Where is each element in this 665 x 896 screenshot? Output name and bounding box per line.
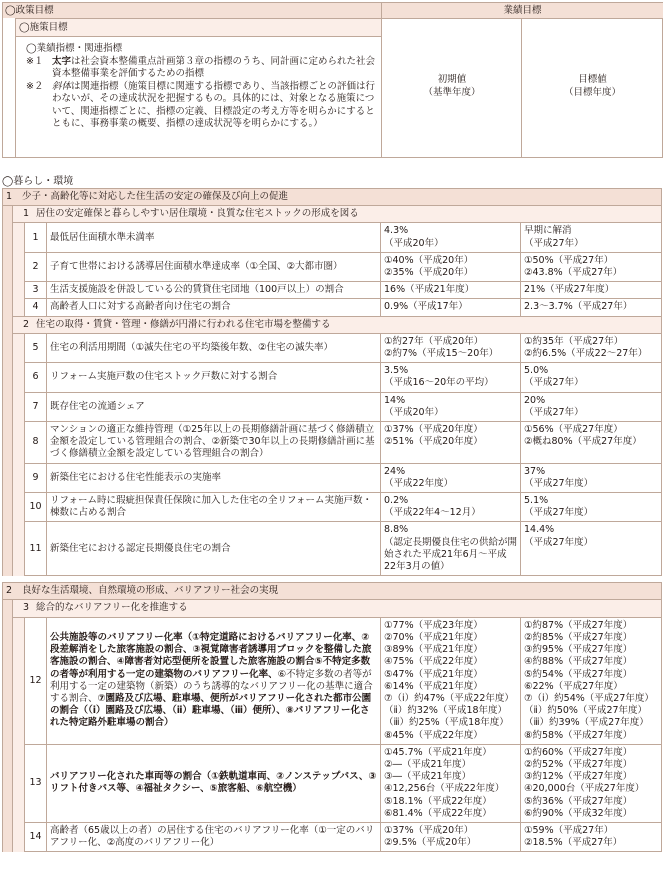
note-1 bbox=[26, 56, 377, 81]
initial-value: 4.3% （平成20年） bbox=[381, 223, 521, 252]
indicator-name: リフォーム時に瑕疵担保責任保険に加入した住宅の全リフォーム実施戸数・棟数に占める割合 bbox=[47, 493, 381, 522]
indicator-name bbox=[47, 617, 381, 744]
subgroup-title bbox=[13, 206, 662, 223]
indicator-name: 高齢者（65歳以上の者）の居住する住宅のバリアフリー化率（①一定のバリアフリー化、②高度のバリアフリー化） bbox=[47, 822, 381, 851]
subgroup-title bbox=[13, 316, 662, 333]
section-title: ◯暮らし・環境 bbox=[2, 176, 74, 187]
target-value: 2.3～3.7%（平成27年） bbox=[521, 299, 662, 316]
indicator-name: 新築住宅における住宅性能表示の実施率 bbox=[47, 463, 381, 492]
indicator-number: 7 bbox=[25, 392, 47, 421]
indicator-number: 8 bbox=[25, 422, 47, 464]
subgroup-title-text: 住宅の取得・賃貸・管理・修繕が円滑に行われる住宅市場を整備する bbox=[36, 318, 331, 330]
initial-value: 24% （平成22年度） bbox=[381, 463, 521, 492]
group-number: 2 bbox=[6, 585, 13, 597]
indicator-name: 新築住宅における認定長期優良住宅の割合 bbox=[47, 522, 381, 576]
initial-value: 16%（平成21年度） bbox=[381, 282, 521, 299]
initial-value-header: 初期値 （基準年度） bbox=[423, 74, 481, 98]
initial-value: 0.9%（平成17年） bbox=[381, 299, 521, 316]
indicator-row bbox=[3, 522, 662, 576]
legend-box bbox=[2, 2, 663, 158]
indicator-row bbox=[3, 392, 662, 421]
indicator-name: マンションの適正な維持管理（①25年以上の長期修繕計画に基づく修繕積立金額を設定している管理組合の割合、②新築で30年以上の長期修繕計画に基づく修繕積立金額を設定している管理組合の割合） bbox=[47, 422, 381, 464]
indicator-row bbox=[3, 333, 662, 362]
indicator-row bbox=[3, 299, 662, 316]
subgroup-row bbox=[3, 600, 662, 617]
note-2 bbox=[26, 81, 377, 131]
indicator-row bbox=[3, 422, 662, 464]
indicator-number: 3 bbox=[25, 282, 47, 299]
initial-value: ①40%（平成20年） ②35%（平成20年） bbox=[381, 252, 521, 281]
initial-value: 14% （平成20年） bbox=[381, 392, 521, 421]
initial-value: ①77%（平成23年度） ②70%（平成21年度） ③89%（平成21年度） ④75%（平成22年度） ⑤47%（平成21年度） ⑥14%（平成21年度） ⑦（ⅰ）約47%（平成22年度） （ⅱ）約32%（平成18年度） （ⅲ）約25%（平成18年度） ⑧45%（平成22年度） bbox=[381, 617, 521, 744]
indicator-name: 高齢者人口に対する高齢者向け住宅の割合 bbox=[47, 299, 381, 316]
indicator-row bbox=[3, 744, 662, 822]
group-title bbox=[3, 583, 662, 600]
indicator-number: 12 bbox=[25, 617, 47, 744]
target-value: 37% （平成27年度） bbox=[521, 463, 662, 492]
indicator-title: ◯業績指標・関連指標 bbox=[26, 43, 123, 54]
target-value: ①56%（平成27年度） ②概ね80%（平成27年度） bbox=[521, 422, 662, 464]
target-value: 14.4% （平成27年度） bbox=[521, 522, 662, 576]
initial-value-col bbox=[381, 18, 522, 158]
indicator-number: 2 bbox=[25, 252, 47, 281]
initial-value: 0.2% （平成22年4～12月） bbox=[381, 493, 521, 522]
indicator-name: 住宅の利活用期間（①滅失住宅の平均築後年数、②住宅の滅失率） bbox=[47, 333, 381, 362]
indicator-name-bold: ⑦園路及び広場、駐車場、便所がバリアフリー化された都市公園の割合（（ⅰ）園路及び広場、（ⅱ）駐車場、（ⅲ）便所）、⑧バリアフリー化された特定路外駐車場の割合） bbox=[50, 692, 372, 729]
legend-left bbox=[3, 3, 381, 157]
target-value: ①約35年（平成27年） ②約6.5%（平成22～27年） bbox=[521, 333, 662, 362]
indicator-number: 13 bbox=[25, 744, 47, 822]
indicator-row bbox=[3, 617, 662, 744]
initial-value: 8.8% （認定長期優良住宅の供給が開始された平成21年6月～平成22年3月の値） bbox=[381, 522, 521, 576]
subgroup-title-text: 居住の安定確保と暮らしやすい居住環境・良質な住宅ストックの形成を図る bbox=[36, 208, 359, 220]
group-title bbox=[3, 189, 662, 206]
indicator-name-normal: ⑥不特定多数の者等が利用する一定の建築物（新築）のうち誘導的なバリアフリー化の基準に適合する割合、 bbox=[50, 668, 373, 704]
group-title-text: 良好な生活環境、自然環境の形成、バリアフリー社会の実現 bbox=[22, 585, 279, 597]
target-value: ①50%（平成27年） ②43.8%（平成27年） bbox=[521, 252, 662, 281]
target-value-header: 目標値 （目標年度） bbox=[563, 74, 621, 98]
indicator-legend bbox=[15, 36, 381, 157]
target-value: 5.1% （平成27年度） bbox=[521, 493, 662, 522]
indicator-row bbox=[3, 822, 662, 851]
target-value: ①約60%（平成27年度） ②約52%（平成27年度） ③約12%（平成27年度） ④20,000台（平成27年度） ⑤約36%（平成27年度） ⑥約90%（平成32年度） bbox=[521, 744, 662, 822]
indicator-number: 4 bbox=[25, 299, 47, 316]
group-row bbox=[3, 189, 662, 206]
target-value: ①約87%（平成27年度） ②約85%（平成27年度） ③約95%（平成27年度） ④約88%（平成27年度） ⑤約54%（平成27年度） ⑥22%（平成27年度） ⑦（ⅰ）約54%（平成27年度） （ⅱ）約50%（平成27年度） （ⅲ）約39%（平成27年度） ⑧約58%（平成27年度） bbox=[521, 617, 662, 744]
indicator-row bbox=[3, 282, 662, 299]
indicator-row bbox=[3, 493, 662, 522]
indicator-name: 既存住宅の流通シェア bbox=[47, 392, 381, 421]
subgroup-number: 2 bbox=[22, 318, 30, 330]
indicator-name bbox=[47, 744, 381, 822]
target-value: 20% （平成27年） bbox=[521, 392, 662, 421]
measure-goal-label: ◯施策目標 bbox=[15, 18, 381, 36]
target-value: ①59%（平成27年） ②18.5%（平成27年） bbox=[521, 822, 662, 851]
initial-value: 3.5% （平成16～20年の平均） bbox=[381, 363, 521, 392]
indicator-number: 1 bbox=[25, 223, 47, 252]
initial-value: ①45.7%（平成21年度） ②―（平成21年度） ③―（平成21年度） ④12,256台（平成22年度） ⑤18.1%（平成22年度） ⑥81.4%（平成22年度） bbox=[381, 744, 521, 822]
indicator-number: 5 bbox=[25, 333, 47, 362]
note-2-italic: 斜体 bbox=[52, 80, 72, 92]
initial-value: ①37%（平成20年） ②9.5%（平成20年） bbox=[381, 822, 521, 851]
note-1-mark: ※１ bbox=[26, 55, 44, 67]
indicator-name-bold: 公共施設等のバリアフリー化率（①特定道路におけるバリアフリー化率、②段差解消をした旅客施設の割合、③視覚障害者誘導用ブロックを整備した旅客施設の割合、④障害者対応型便所を設置した旅客施設の割合⑤不特定多数の者等が利用する一定の建築物のバリアフリー化率、 bbox=[50, 631, 372, 680]
indicator-number: 11 bbox=[25, 522, 47, 576]
target-value: 早期に解消 （平成27年） bbox=[521, 223, 662, 252]
target-value: 5.0% （平成27年） bbox=[521, 363, 662, 392]
note-2-text: は関連指標（施策目標に関連する指標であり、当該指標ごとの評価は行わないが、その達成状況を把握するもの。具体的には、対象となる施策について、関連指標ごとに、指標の定義、目標設定の考え方等を明らかにするとともに、事務事業の概要、指標の達成状況等を明らかにする。） bbox=[52, 80, 376, 129]
subgroup-title bbox=[13, 600, 662, 617]
indicator-name: リフォーム実施戸数の住宅ストック戸数に対する割合 bbox=[47, 363, 381, 392]
group-number: 1 bbox=[6, 191, 13, 202]
subgroup-row bbox=[3, 316, 662, 333]
indicator-table bbox=[2, 188, 662, 852]
note-1-text: は社会資本整備重点計画第３章の指標のうち、同計画に定められた社会資本整備事業を評価するための指標 bbox=[52, 55, 376, 79]
group-row bbox=[3, 583, 662, 600]
indicator-row bbox=[3, 463, 662, 492]
indicator-name: 最低居住面積水準未満率 bbox=[47, 223, 381, 252]
initial-value: ①約27年（平成20年） ②約7%（平成15～20年） bbox=[381, 333, 521, 362]
note-1-bold: 太字 bbox=[52, 55, 72, 67]
indicator-name-bold: バリアフリー化された車両等の割合（①鉄軌道車両、②ノンステップバス、③リフト付きバス等、④福祉タクシー、⑤旅客船、⑥航空機） bbox=[50, 771, 377, 795]
indicator-name: 生活支援施設を併設している公的賃貸住宅団地（100戸以上）の割合 bbox=[47, 282, 381, 299]
indicator-row bbox=[3, 363, 662, 392]
subgroup-title-text: 総合的なバリアフリー化を推進する bbox=[36, 602, 188, 614]
target-value-col bbox=[521, 18, 663, 158]
indicator-number: 9 bbox=[25, 463, 47, 492]
indicator-row bbox=[3, 223, 662, 252]
indicator-number: 14 bbox=[25, 822, 47, 851]
subgroup-number: 3 bbox=[22, 602, 30, 614]
spacer-row bbox=[3, 576, 662, 583]
performance-goal-header: 業績目標 bbox=[381, 3, 663, 18]
note-2-mark: ※２ bbox=[26, 80, 44, 92]
initial-value: ①37%（平成20年度） ②51%（平成20年度） bbox=[381, 422, 521, 464]
target-value: 21%（平成27年度） bbox=[521, 282, 662, 299]
policy-goal-label: ◯政策目標 bbox=[3, 3, 381, 18]
indicator-row bbox=[3, 252, 662, 281]
indicator-name: 子育て世帯における誘導居住面積水準達成率（①全国、②大都市圏） bbox=[47, 252, 381, 281]
subgroup-number: 1 bbox=[22, 208, 30, 220]
group-title-text: 少子・高齢化等に対応した住生活の安定の確保及び向上の促進 bbox=[22, 191, 289, 202]
indicator-number: 10 bbox=[25, 493, 47, 522]
indicator-number: 6 bbox=[25, 363, 47, 392]
subgroup-row bbox=[3, 206, 662, 223]
